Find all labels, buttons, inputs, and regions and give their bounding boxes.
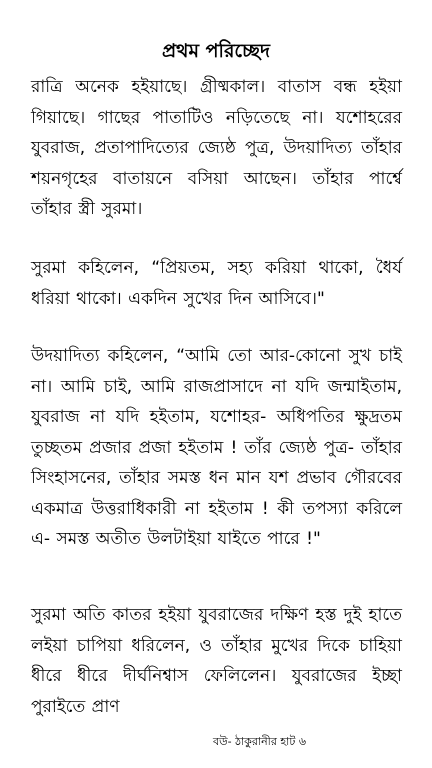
paragraph-3: উদয়াদিত্য কহিলেন, “আমি তো আর-কোনো সুখ চাই না। আমি চাই, আমি রাজপ্রাসাদে না যদি জন্মাইতাম, যুবরাজ না যদি হইতাম, যশোহর- অধিপতির ক্ষুদ্রতম তুচ্ছতম প্রজার প্রজা হইতাম ! তাঁর জ্যেষ্ঠ পুত্র- তাঁহার সিংহাসনের, তাঁহার সমস্ত ধন মান যশ প্রভাব গৌরবের একমাত্র উত্তরাধিকারী না হইতাম ! কী তপস্যা করিলে এ- সমস্ত অতীত উলটাইয়া যাইতে পারে !"	[31, 346, 402, 549]
page-footer: বউ- ঠাকুরানীর হাট ৬	[212, 735, 306, 748]
paragraph-1: রাত্রি অনেক হইয়াছে। গ্রীষ্মকাল। বাতাস বন্ধ হইয়া গিয়াছে। গাছের পাতাটিও নড়িতেছে না। যশোহরের যুবরাজ, প্রতাপাদিত্যের জ্যেষ্ঠ পুত্র, উদয়াদিত্য তাঁহার শয়নগৃহের বাতায়নে বসিয়া আছেন। তাঁহার পার্শ্বে তাঁহার স্ত্রী সুরমা।	[31, 77, 402, 219]
paragraph-4: সুরমা অতি কাতর হইয়া যুবরাজের দক্ষিণ হস্ত দুই হাতে লইয়া চাপিয়া ধরিলেন, ও তাঁহার মুখের দিকে চাহিয়া ধীরে ধীরে দীর্ঘনিশ্বাস ফেলিলেন। যুবরাজের ইচ্ছা পুরাইতে প্রাণ	[31, 605, 402, 717]
paragraph-2: সুরমা কহিলেন, “প্রিয়তম, সহ্য করিয়া থাকো, ধৈর্য ধরিয়া থাকো। একদিন সুখের দিন আসিবে।"	[31, 258, 402, 309]
chapter-title: প্রথম পরিচ্ছেদ	[161, 40, 271, 62]
